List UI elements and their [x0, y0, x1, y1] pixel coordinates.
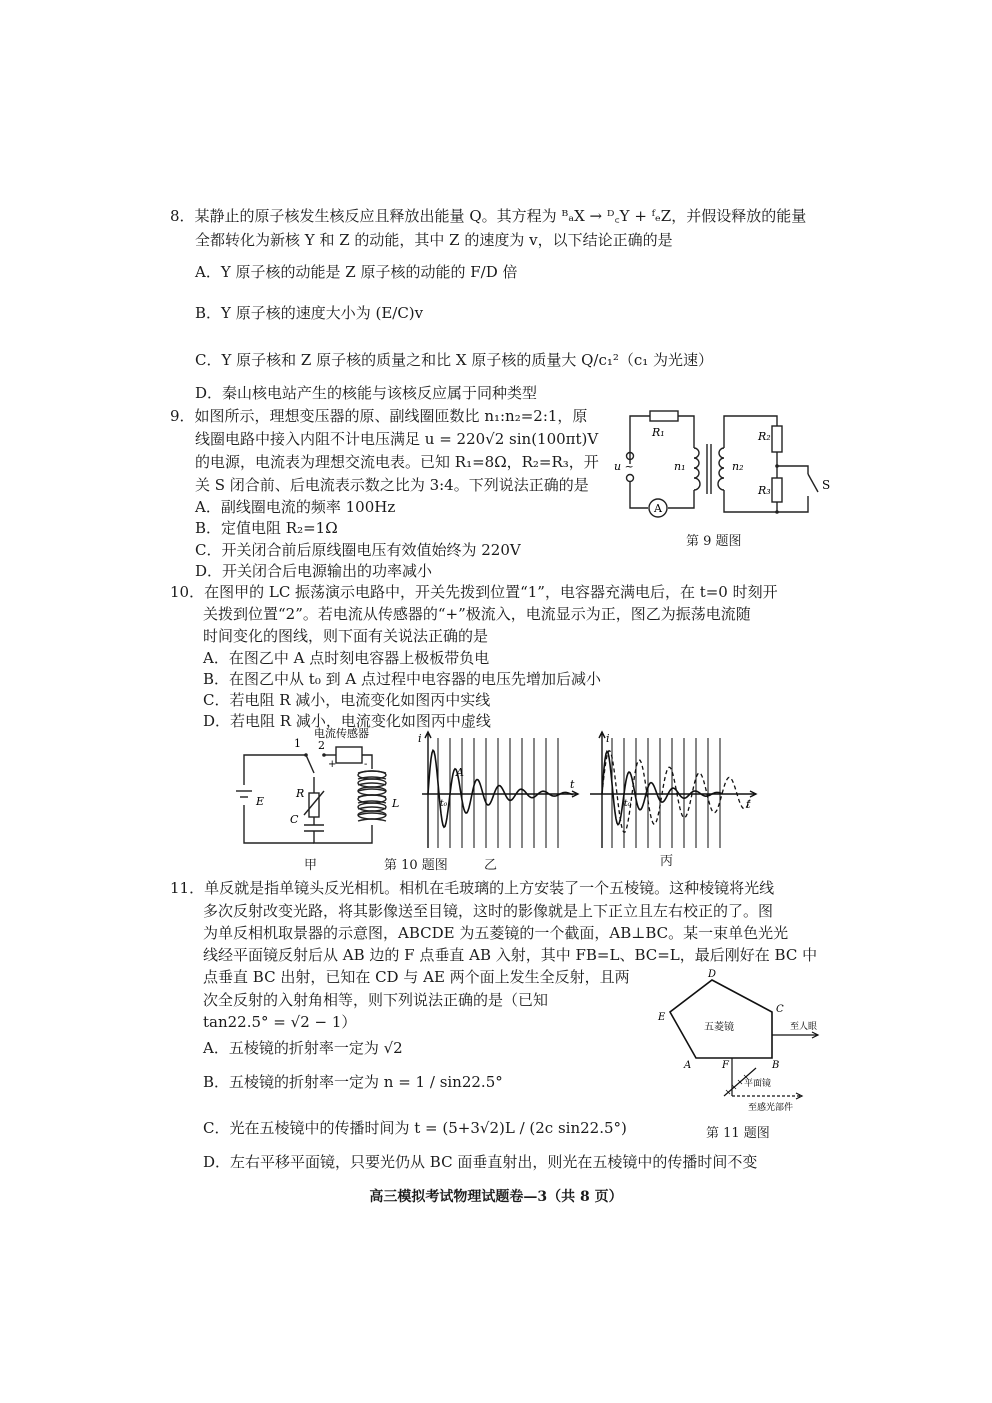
q9-option-a: A．副线圈电流的频率 100Hz — [195, 498, 396, 516]
q9-label-n2: n₂ — [732, 460, 744, 473]
q9-option-c: C．开关闭合前后原线圈电压有效值始终为 220V — [195, 541, 521, 559]
q10-label-minus: - — [364, 759, 368, 770]
q11-stem-line4: 线经平面镜反射后从 AB 边的 F 点垂直 AB 入射，其中 FB=L、BC=L，最后刚好在 BC 中 — [203, 946, 818, 964]
q11-stem-line6: 次全反射的入射角相等，则下列说法正确的是（已知 — [203, 991, 549, 1009]
q11-pentaprism-figure — [652, 968, 832, 1116]
q9-label-r2: R₂ — [758, 430, 771, 443]
q9-label-r3: R₃ — [758, 484, 771, 497]
q10-yi-point-a: A — [456, 766, 464, 779]
q11-prism-outline — [670, 980, 772, 1058]
q11-figure-caption: 第 11 题图 — [706, 1126, 770, 1141]
q11-option-d: D．左右平移平面镜，只要光仍从 BC 面垂直射出，则光在五棱镜中的传播时间不变 — [203, 1153, 758, 1171]
q11-stem-line5: 点垂直 BC 出射，已知在 CD 与 AE 两个面上发生全反射，且两 — [203, 968, 630, 986]
q10-label-pos1: 1 — [294, 737, 301, 750]
q10-bing-t0: t₀ — [624, 799, 632, 809]
q10-label-pos2: 2 — [318, 739, 325, 752]
q10-stem-line1: 10．在图甲的 LC 振荡演示电路中，开关先拨到位置“1”，电容器充满电后，在 t=0 时刻开 — [170, 583, 778, 601]
q9-circuit-figure — [612, 408, 842, 528]
q8-option-a: A．Y 原子核的动能是 Z 原子核的动能的 F/D 倍 — [195, 263, 518, 281]
q10-graph-bing — [584, 730, 764, 850]
q10-stem-line3: 时间变化的图线，则下面有关说法正确的是 — [203, 627, 489, 645]
q8-option-d: D．秦山核电站产生的核能与该核反应属于同种类型 — [195, 384, 538, 402]
q10-option-c: C．若电阻 R 减小，电流变化如图丙中实线 — [203, 691, 491, 709]
q9-option-d: D．开关闭合后电源输出的功率减小 — [195, 562, 433, 580]
q9-label-u: u ~ — [614, 460, 634, 473]
q9-label-r1: R₁ — [652, 426, 665, 439]
q11-stem-line7: tan22.5° = √2 − 1） — [203, 1013, 357, 1031]
q8-option-c: C．Y 原子核和 Z 原子核的质量之和比 X 原子核的质量大 Q/c₁²（c₁ 为光速） — [195, 351, 714, 369]
page-footer: 高三模拟考试物理试题卷—3（共 8 页） — [369, 1189, 623, 1205]
q9-stem-line1: 9．如图所示，理想变压器的原、副线圈匝数比 n₁:n₂=2:1，原 — [170, 407, 588, 425]
q10-label-sensor: 电流传感器 — [314, 727, 369, 740]
q10-label-e: E — [256, 795, 265, 808]
q11-label-e: E — [658, 1012, 666, 1023]
q11-option-c: C．光在五棱镜中的传播时间为 t = (5+3√2)L / (2c sin22.5°) — [203, 1119, 627, 1137]
q9-label-s: S — [822, 478, 831, 492]
q11-label-to-sensor: 至感光部件 — [748, 1103, 794, 1113]
q9-ammeter-label: A — [654, 502, 662, 515]
q9-stem-line4: 关 S 闭合前、后电流表示数之比为 3:4。下列说法正确的是 — [195, 476, 589, 494]
q10-option-b: B．在图乙中从 t₀ 到 A 点过程中电容器的电压先增加后减小 — [203, 670, 601, 688]
q10-yi-t0: t₀ — [440, 799, 448, 809]
q10-sub-bing: 丙 — [660, 854, 674, 869]
q10-lc-circuit-figure — [232, 725, 412, 850]
q11-label-mirror: 平面镜 — [744, 1079, 772, 1089]
q11-label-b: B — [772, 1060, 780, 1071]
q10-bing-axis-i: i — [606, 732, 610, 745]
q10-label-r: R — [296, 787, 305, 800]
q10-bing-axis-t: t — [746, 798, 751, 811]
q11-option-a: A．五棱镜的折射率一定为 √2 — [203, 1039, 403, 1057]
q10-label-c: C — [290, 813, 299, 826]
q11-label-c: C — [776, 1004, 784, 1015]
q10-yi-axis-t: t — [570, 778, 575, 791]
q11-label-d: D — [708, 969, 717, 980]
q10-figure-caption: 第 10 题图 — [384, 858, 448, 873]
q10-graph-yi — [410, 730, 585, 850]
q11-stem-line3: 为单反相机取景器的示意图，ABCDE 为五菱镜的一个截面，AB⊥BC。某一束单色光光 — [203, 924, 789, 942]
q9-figure-caption: 第 9 题图 — [686, 534, 742, 549]
q9-option-b: B．定值电阻 R₂=1Ω — [195, 519, 338, 537]
q11-label-prism: 五菱镜 — [704, 1022, 734, 1033]
q10-label-l: L — [392, 797, 400, 810]
q10-sub-jia: 甲 — [304, 858, 318, 873]
q11-stem-line2: 多次反射改变光路，将其影像送至目镜，这时的影像就是上下正立且左右校正的了。图 — [203, 902, 774, 920]
q10-option-d: D．若电阻 R 减小，电流变化如图丙中虚线 — [203, 712, 491, 730]
q11-label-a: A — [684, 1060, 692, 1071]
q8-option-b: B．Y 原子核的速度大小为 (E/C)v — [195, 304, 424, 322]
q10-label-plus: + — [328, 759, 337, 770]
q9-label-n1: n₁ — [674, 460, 686, 473]
q10-stem-line2: 关拨到位置“2”。若电流从传感器的“+”极流入，电流显示为正，图乙为振荡电流随 — [203, 605, 751, 623]
q11-option-b: B．五棱镜的折射率一定为 n = 1 / sin22.5° — [203, 1073, 503, 1091]
q9-stem-line2: 线圈电路中接入内阻不计电压满足 u = 220√2 sin(100πt)V — [195, 430, 599, 448]
q11-label-f: F — [722, 1060, 729, 1071]
q8-stem-line1: 8．某静止的原子核发生核反应且释放出能量 Q。其方程为 ᴮₐX → ᴰ꜀Y + ᶠₑZ，并假设释放的能量 — [170, 207, 807, 225]
q11-label-to-eye: 至人眼 — [790, 1022, 818, 1032]
q9-stem-line3: 的电源，电流表为理想交流电表。已知 R₁=8Ω，R₂=R₃，开 — [195, 453, 599, 471]
q8-stem-line2: 全都转化为新核 Y 和 Z 的动能，其中 Z 的速度为 v，以下结论正确的是 — [195, 231, 673, 249]
q11-stem-line1: 11．单反就是指单镜头反光相机。相机在毛玻璃的上方安装了一个五棱镜。这种棱镜将光线 — [170, 879, 775, 897]
q10-sub-yi: 乙 — [484, 858, 498, 873]
q10-yi-axis-i: i — [418, 732, 422, 745]
q10-option-a: A．在图乙中 A 点时刻电容器上极板带负电 — [203, 649, 490, 667]
